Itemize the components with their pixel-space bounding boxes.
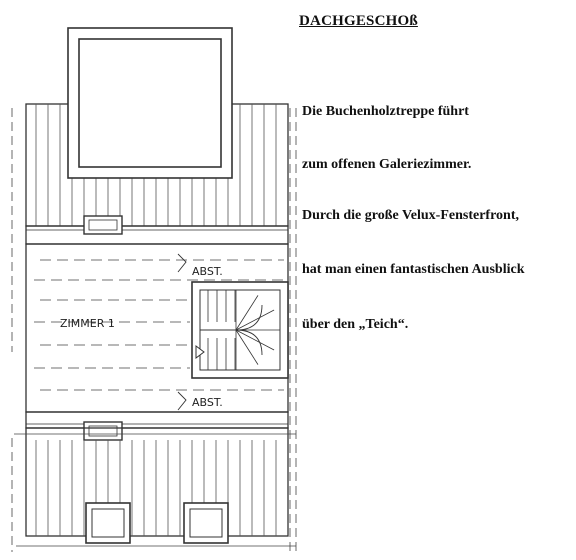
upper-wall [26,216,288,244]
abst-top-label: ABST. [192,265,223,278]
lower-small-window [84,422,122,440]
description-line: Durch die große Velux-Fensterfront, [302,208,519,223]
page-heading: DACHGESCHOß [299,13,418,29]
room-label: ZIMMER 1 [60,317,115,330]
staircase [192,282,288,378]
description-line: zum offenen Galeriezimmer. [302,157,472,172]
description-line: Die Buchenholztreppe führt [302,104,469,119]
description-line: über den „Teich“. [302,317,409,332]
upper-roof [26,28,288,226]
upper-small-window [84,216,122,234]
abst-bottom-callout [178,392,223,410]
description-line: hat man einen fantastischen Ausblick [302,262,525,277]
abst-bottom-label: ABST. [192,396,223,409]
lower-roof [26,428,288,543]
abst-top-callout [178,254,223,278]
lower-wall [26,412,288,440]
